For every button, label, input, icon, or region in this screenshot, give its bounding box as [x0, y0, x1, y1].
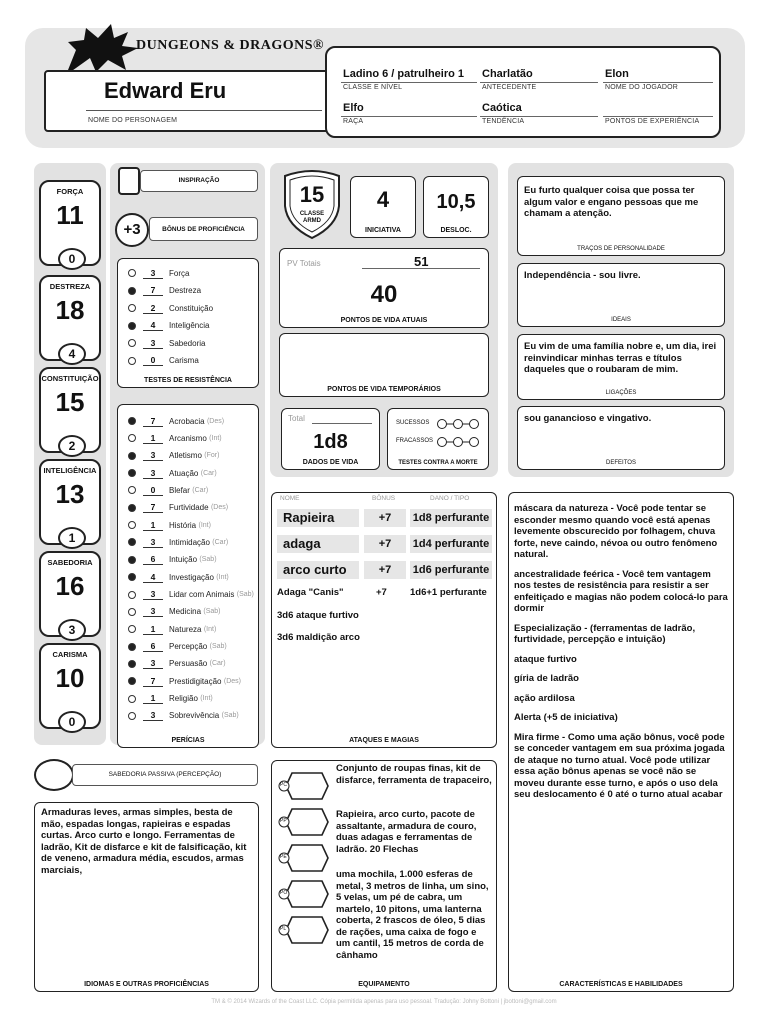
proficiency-dot-icon[interactable]: [128, 538, 136, 546]
attacks-title: ATAQUES E MAGIAS: [349, 737, 419, 744]
temp-hit-points-box[interactable]: [279, 333, 489, 397]
skill-ability: (Int): [209, 434, 222, 442]
initiative-value: 4: [376, 187, 390, 212]
languages-proficiencies-box: [34, 802, 259, 992]
attack-name[interactable]: arco curto: [277, 561, 359, 579]
attack-extra-damage[interactable]: 1d6+1 perfurante: [410, 587, 487, 598]
proficiency-dot-icon[interactable]: [128, 677, 136, 685]
proficiency-dot-icon[interactable]: [128, 608, 136, 616]
skill-row[interactable]: [128, 691, 213, 707]
equipment-box: [271, 760, 497, 992]
attack-note-1[interactable]: 3d6 ataque furtivo: [277, 610, 359, 621]
saving-throw-row[interactable]: [128, 353, 199, 369]
character-name-banner: [44, 70, 334, 132]
feature-item: gíria de ladrão: [514, 673, 579, 684]
skill-ability: (For): [204, 452, 220, 460]
proficiency-dot-icon[interactable]: [128, 643, 136, 651]
skill-label: Sobrevivência: [169, 711, 220, 721]
skills-box: [117, 404, 259, 748]
attack-damage[interactable]: 1d8 perfurante: [410, 509, 492, 527]
saving-throw-row[interactable]: [128, 283, 201, 299]
attacks-col-damage: DANO / TIPO: [430, 495, 470, 502]
skill-ability: (Des): [206, 417, 225, 425]
skill-label: Arcanismo: [169, 433, 207, 443]
alignment-value[interactable]: Caótica: [482, 102, 522, 114]
class-level-label: CLASSE E NÍVEL: [343, 84, 403, 91]
hit-dice-label: DADOS DE VIDA: [302, 459, 359, 466]
skill-row[interactable]: [128, 517, 211, 533]
ability-name: FORÇA: [56, 187, 84, 196]
ability-modifier[interactable]: 0: [58, 711, 86, 733]
proficiency-dot-icon[interactable]: [128, 660, 136, 668]
proficiency-dot-icon[interactable]: [128, 573, 136, 581]
hit-dice-total-label: Total: [288, 414, 305, 423]
skill-value[interactable]: 1: [143, 433, 163, 444]
equipment-text-1[interactable]: Conjunto de roupas finas, kit de disfarce, ferramenta de trapaceiro,: [336, 763, 492, 786]
character-name[interactable]: Edward Eru: [104, 78, 227, 103]
feature-item: ataque furtivo: [514, 653, 577, 665]
class-level-value[interactable]: Ladino 6 / patrulheiro 1: [343, 68, 465, 80]
coin-box[interactable]: [278, 807, 330, 837]
proficiency-dot-icon[interactable]: [128, 486, 136, 494]
equipment-text-2[interactable]: Rapieira, arco curto, pacote de assaltante, armadura de couro, duas adagas e ferramentas de ladrão. 20 Flechas: [336, 809, 477, 855]
proficiency-dot-icon[interactable]: [128, 322, 136, 330]
ability-1: [39, 180, 101, 266]
ability-modifier[interactable]: 1: [58, 527, 86, 549]
features-list[interactable]: [514, 503, 728, 809]
skill-row[interactable]: [128, 639, 227, 655]
skill-ability: (Int): [203, 625, 217, 633]
proficiency-dot-icon[interactable]: [128, 417, 136, 425]
ability-score[interactable]: 15: [55, 387, 85, 417]
skill-label: Atletismo: [169, 451, 202, 461]
attack-bonus[interactable]: +7: [364, 561, 406, 579]
skill-value[interactable]: 3: [143, 710, 163, 721]
saving-throw-label: Inteligência: [169, 321, 210, 330]
skill-label: Percepção: [169, 642, 208, 652]
proficiencies-text[interactable]: Armaduras leves, armas simples, besta de mão, espadas longas, rapieiras e espadas curtas. Arco curto e longo. Ferramentas de ladrão, Kit de disfarce e kit de falsificação, kit de veneno, armadura média, escudos, armas marciais,: [41, 807, 247, 876]
saving-throw-value[interactable]: 4: [143, 320, 163, 331]
saving-throws-box: [117, 258, 259, 388]
proficiency-dot-icon[interactable]: [128, 357, 136, 365]
proficiency-dot-icon[interactable]: [128, 452, 136, 460]
xp-label: PONTOS DE EXPERIÊNCIA: [605, 118, 700, 125]
ability-score[interactable]: 18: [55, 295, 85, 325]
skill-ability: (Sab): [221, 712, 239, 720]
attack-damage[interactable]: 1d4 perfurante: [410, 535, 492, 553]
ability-5: [39, 551, 101, 637]
skill-value[interactable]: 7: [143, 676, 163, 687]
proficiency-dot-icon[interactable]: [128, 434, 136, 442]
coin-label: PE: [280, 854, 287, 860]
skill-row[interactable]: [128, 534, 228, 550]
skill-label: Intuição: [169, 555, 198, 565]
saving-throw-value[interactable]: 2: [143, 303, 163, 314]
flaws-text[interactable]: sou ganancioso e vingativo.: [524, 413, 652, 424]
player-label: NOME DO JOGADOR: [605, 84, 679, 91]
proficiency-dot-icon[interactable]: [128, 591, 136, 599]
speed-label: DESLOC.: [440, 227, 472, 234]
skill-value[interactable]: 4: [143, 572, 163, 583]
saving-throw-label: Força: [169, 268, 190, 278]
saving-throw-label: Sabedoria: [169, 338, 206, 348]
skill-label: Blefar: [169, 485, 190, 495]
skill-label: Prestidigitação: [169, 676, 222, 686]
skill-row[interactable]: [128, 482, 208, 498]
background-value[interactable]: Charlatão: [482, 68, 533, 80]
proficiency-dot-icon[interactable]: [128, 625, 136, 633]
skill-row[interactable]: [128, 465, 217, 481]
footer-copyright: TM & © 2014 Wizards of the Coast LLC. Cópia permitida apenas para uso pessoal. Tradução: Johny Bottoni | jbottoni@gmail.com: [211, 999, 557, 1005]
coin-box[interactable]: [278, 915, 330, 945]
skill-ability: (Car): [200, 469, 217, 477]
armor-class-label: CLASSE ARMD: [299, 211, 325, 224]
saving-throw-row[interactable]: [128, 300, 213, 316]
skill-value[interactable]: 0: [143, 485, 163, 496]
skill-ability: (Sab): [199, 556, 217, 564]
ability-name: INTELIGÊNCIA: [43, 466, 97, 475]
skill-value[interactable]: 3: [143, 468, 163, 479]
bonds-text[interactable]: Eu vim de uma família nobre e, um dia, irei reinvindicar minhas terras e títulos daqueles que o roubaram de mim.: [524, 341, 717, 375]
skill-row[interactable]: [128, 500, 228, 516]
skill-row[interactable]: [128, 604, 221, 620]
attack-extra-bonus[interactable]: +7: [376, 587, 387, 598]
saving-throw-row[interactable]: [128, 265, 189, 281]
skill-row[interactable]: [128, 413, 224, 429]
skill-value[interactable]: 3: [143, 606, 163, 617]
initiative-box[interactable]: [350, 176, 416, 238]
character-name-line: [86, 110, 322, 111]
skill-label: Atuação: [169, 468, 199, 478]
attack-bonus[interactable]: +7: [364, 509, 406, 527]
skill-row[interactable]: [128, 587, 254, 603]
feature-item: Mira firme - Como uma ação bônus, você pode se conceder vantagem em sua próxima jogada de ataque no turno atual. Você pode utilizar essa ação bônus apenas se você não se moveu durante esse turno, e após o uso dela seu deslocamento é 0 até o turno atual acabar: [514, 731, 725, 800]
saving-throw-label: Constituição: [169, 303, 214, 313]
skill-ability: (Des): [223, 677, 241, 685]
skill-row[interactable]: [128, 621, 216, 637]
passive-wisdom-circle[interactable]: [34, 759, 74, 791]
ability-3: [39, 367, 101, 453]
coin-box[interactable]: [278, 771, 330, 801]
proficiency-dot-icon[interactable]: [128, 556, 136, 564]
speed-value: 10,5: [436, 191, 476, 213]
saving-throw-value[interactable]: 3: [143, 268, 163, 279]
death-saves-box: [387, 408, 489, 470]
skill-ability: (Int): [216, 573, 229, 581]
skill-row[interactable]: [128, 708, 239, 724]
ability-4: [39, 459, 101, 545]
initiative-label: INICIATIVA: [365, 227, 401, 234]
skill-ability: (Car): [192, 486, 209, 494]
skill-row[interactable]: [128, 448, 219, 464]
skill-ability: (Int): [200, 695, 213, 703]
bonds-box: [517, 334, 725, 400]
skills-title: PERÍCIAS: [171, 737, 205, 744]
death-fail-circles[interactable]: [436, 435, 482, 447]
skill-value[interactable]: 7: [143, 502, 163, 513]
proficiency-dot-icon[interactable]: [128, 469, 136, 477]
skill-row[interactable]: [128, 552, 217, 568]
alignment-label: TENDÊNCIA: [482, 118, 525, 125]
coin-box[interactable]: [278, 843, 330, 873]
skill-row[interactable]: [128, 673, 241, 689]
hp-max-value[interactable]: 51: [414, 254, 429, 269]
feature-item: Especialização - (ferramentas de ladrão, furtividade, percepção e intuição): [514, 622, 696, 645]
speed-box[interactable]: [423, 176, 489, 238]
personality-traits-label: TRAÇOS DE PERSONALIDADE: [577, 246, 665, 252]
skill-label: Persuasão: [169, 659, 208, 669]
skill-ability: (Car): [212, 538, 229, 546]
proficiency-bonus-circle[interactable]: [115, 213, 149, 247]
ability-modifier[interactable]: 3: [58, 619, 86, 641]
skill-label: Furtividade: [169, 503, 209, 513]
skill-ability: (Sab): [209, 643, 227, 651]
skill-value[interactable]: 1: [143, 520, 163, 531]
temp-hp-label: PONTOS DE VIDA TEMPORÁRIOS: [327, 386, 441, 393]
skill-label: Natureza: [169, 624, 202, 634]
ability-score[interactable]: 11: [56, 200, 84, 230]
attacks-box: [271, 492, 497, 748]
race-label: RAÇA: [343, 118, 364, 125]
feature-item: máscara da natureza - Você pode tentar se esconder mesmo quando você está apenas levemente obscurecido por folhagem, chuva forte, neve caindo, névoa ou outro fenômeno natural.: [514, 503, 718, 560]
proficiency-label: BÔNUS DE PROFICIÊNCIA: [162, 226, 245, 233]
skill-ability: (Sab): [236, 591, 254, 598]
skill-label: Medicina: [169, 607, 202, 617]
ability-name: CARISMA: [52, 650, 88, 659]
skill-value[interactable]: 7: [143, 416, 163, 427]
skill-value[interactable]: 6: [143, 641, 163, 652]
ability-name: DESTREZA: [49, 282, 91, 291]
hit-dice-value: 1d8: [313, 431, 348, 453]
skill-ability: (Sab): [203, 608, 221, 616]
death-success-label: SUCESSOS: [396, 420, 430, 426]
inspiration-label: INSPIRAÇÃO: [178, 177, 220, 184]
proficiency-dot-icon[interactable]: [128, 521, 136, 529]
skill-value[interactable]: 3: [143, 658, 163, 669]
skill-value[interactable]: 1: [143, 624, 163, 635]
flaws-box: [517, 406, 725, 470]
proficiencies-title: IDIOMAS E OUTRAS PROFICIÊNCIAS: [84, 981, 209, 988]
hit-points-box[interactable]: [279, 248, 489, 328]
attack-extra-name[interactable]: Adaga "Canis": [277, 587, 344, 598]
skill-value[interactable]: 6: [143, 554, 163, 565]
background-label: ANTECEDENTE: [482, 84, 537, 91]
attack-name[interactable]: Rapieira: [277, 509, 359, 527]
saving-throw-label: Carisma: [169, 356, 199, 365]
inspiration-box[interactable]: [118, 167, 140, 195]
coin-label: PC: [280, 782, 287, 788]
coin-box[interactable]: [278, 879, 330, 909]
feature-item: Alerta (+5 de iniciativa): [514, 712, 618, 723]
coin-label: PP: [280, 818, 287, 824]
personality-traits-text[interactable]: Eu furto qualquer coisa que possa ter algum valor e engano pessoas que me chamam a atenção.: [524, 185, 699, 219]
hp-current-label: PONTOS DE VIDA ATUAIS: [340, 317, 428, 324]
skill-label: História: [169, 520, 197, 530]
proficiency-dot-icon[interactable]: [128, 712, 136, 720]
hp-max-label: PV Totais: [287, 259, 321, 268]
attack-bonus[interactable]: +7: [364, 535, 406, 553]
proficiency-dot-icon[interactable]: [128, 339, 136, 347]
personality-traits-box: [517, 176, 725, 256]
death-saves-label: TESTES CONTRA A MORTE: [398, 460, 478, 466]
death-success-circles[interactable]: [436, 417, 482, 429]
skill-label: Lidar com Animais: [169, 590, 235, 599]
saving-throw-value[interactable]: 3: [143, 338, 163, 349]
ability-name: SABEDORIA: [47, 558, 93, 567]
proficiency-label-box: [149, 217, 258, 241]
skill-value[interactable]: 1: [143, 693, 163, 704]
coin-label: PO: [280, 890, 288, 896]
death-fail-label: FRACASSOS: [396, 438, 434, 444]
skill-value[interactable]: 3: [143, 589, 163, 600]
bonds-label: LIGAÇÕES: [605, 390, 637, 396]
proficiency-bonus-value: +3: [123, 221, 141, 238]
armor-class-value: 15: [299, 182, 325, 207]
ability-modifier[interactable]: 0: [58, 248, 86, 270]
hp-current-value[interactable]: 40: [370, 281, 398, 308]
saving-throw-row[interactable]: [128, 335, 205, 351]
skill-label: Religião: [169, 694, 198, 704]
coin-label: PL: [280, 926, 287, 932]
attacks-col-bonus: BÔNUS: [372, 495, 396, 502]
skill-ability: (Car): [209, 660, 226, 668]
attack-name[interactable]: adaga: [277, 535, 359, 553]
ability-modifier[interactable]: 4: [58, 343, 86, 365]
attacks-col-name: NOME: [280, 495, 300, 502]
skill-label: Investigação: [169, 572, 214, 582]
feature-item: ação ardilosa: [514, 692, 575, 704]
skill-ability: (Int): [198, 521, 211, 529]
inspiration-label-box: [140, 170, 258, 192]
player-value[interactable]: Elon: [605, 68, 629, 80]
passive-wisdom-label-box: [72, 764, 258, 786]
skill-row[interactable]: [128, 656, 226, 672]
race-value[interactable]: Elfo: [343, 102, 364, 114]
ability-score[interactable]: 16: [55, 571, 85, 601]
skill-ability: (Des): [210, 504, 229, 512]
attack-damage[interactable]: 1d6 perfurante: [410, 561, 492, 579]
passive-wisdom-label: SABEDORIA PASSIVA (PERCEPÇÃO): [108, 771, 222, 778]
skill-label: Intimidação: [169, 537, 210, 547]
character-name-label: NOME DO PERSONAGEM: [88, 117, 178, 124]
features-title: CARACTERÍSTICAS E HABILIDADES: [559, 981, 683, 988]
skill-value[interactable]: 3: [143, 537, 163, 548]
ideals-text[interactable]: Independência - sou livre.: [524, 270, 641, 281]
saving-throw-row[interactable]: [128, 318, 209, 334]
proficiency-dot-icon[interactable]: [128, 269, 136, 277]
character-info-box: [325, 46, 721, 138]
skill-value[interactable]: 3: [143, 450, 163, 461]
saving-throws-title: TESTES DE RESISTÊNCIA: [144, 377, 232, 384]
features-traits-box: [508, 492, 734, 992]
ability-score[interactable]: 13: [55, 479, 85, 509]
skill-row[interactable]: [128, 430, 222, 446]
equipment-title: EQUIPAMENTO: [358, 981, 410, 988]
ability-2: [39, 275, 101, 361]
proficiency-dot-icon[interactable]: [128, 304, 136, 312]
ideals-box: [517, 263, 725, 327]
ability-6: [39, 643, 101, 729]
saving-throw-label: Destreza: [169, 286, 202, 295]
saving-throw-value[interactable]: 7: [143, 285, 163, 296]
skill-row[interactable]: [128, 569, 229, 585]
logo-text: DUNGEONS & DRAGONS®: [136, 38, 324, 53]
armor-class-shield[interactable]: [281, 170, 343, 240]
ability-score[interactable]: 10: [55, 663, 85, 693]
proficiency-dot-icon[interactable]: [128, 504, 136, 512]
ideals-label: IDEAIS: [611, 317, 631, 323]
saving-throw-value[interactable]: 0: [143, 355, 163, 366]
ability-modifier[interactable]: 2: [58, 435, 86, 457]
proficiency-dot-icon[interactable]: [128, 695, 136, 703]
feature-item: ancestralidade feérica - Você tem vantagem nos testes de resistência para resistir a ser enfeitiçado e magias não podem colocá-lo para dormir: [514, 568, 728, 614]
flaws-label: DEFEITOS: [606, 460, 636, 466]
attack-note-2[interactable]: 3d6 maldição arco: [277, 632, 360, 643]
equipment-text-3[interactable]: uma mochila, 1.000 esferas de metal, 3 metros de linha, um sino, 5 velas, um pé de cabra, um martelo, 10 pitons, uma lanterna coberta, 2 frascos de óleo, 5 dias de rações, uma caixa de fogo e um cantil, 15 metros de corda de cânhamo: [336, 869, 489, 961]
proficiency-dot-icon[interactable]: [128, 287, 136, 295]
ability-name: CONSTITUIÇÃO: [41, 374, 99, 383]
skill-label: Acrobacia: [169, 416, 205, 426]
hit-dice-box[interactable]: [281, 408, 380, 470]
